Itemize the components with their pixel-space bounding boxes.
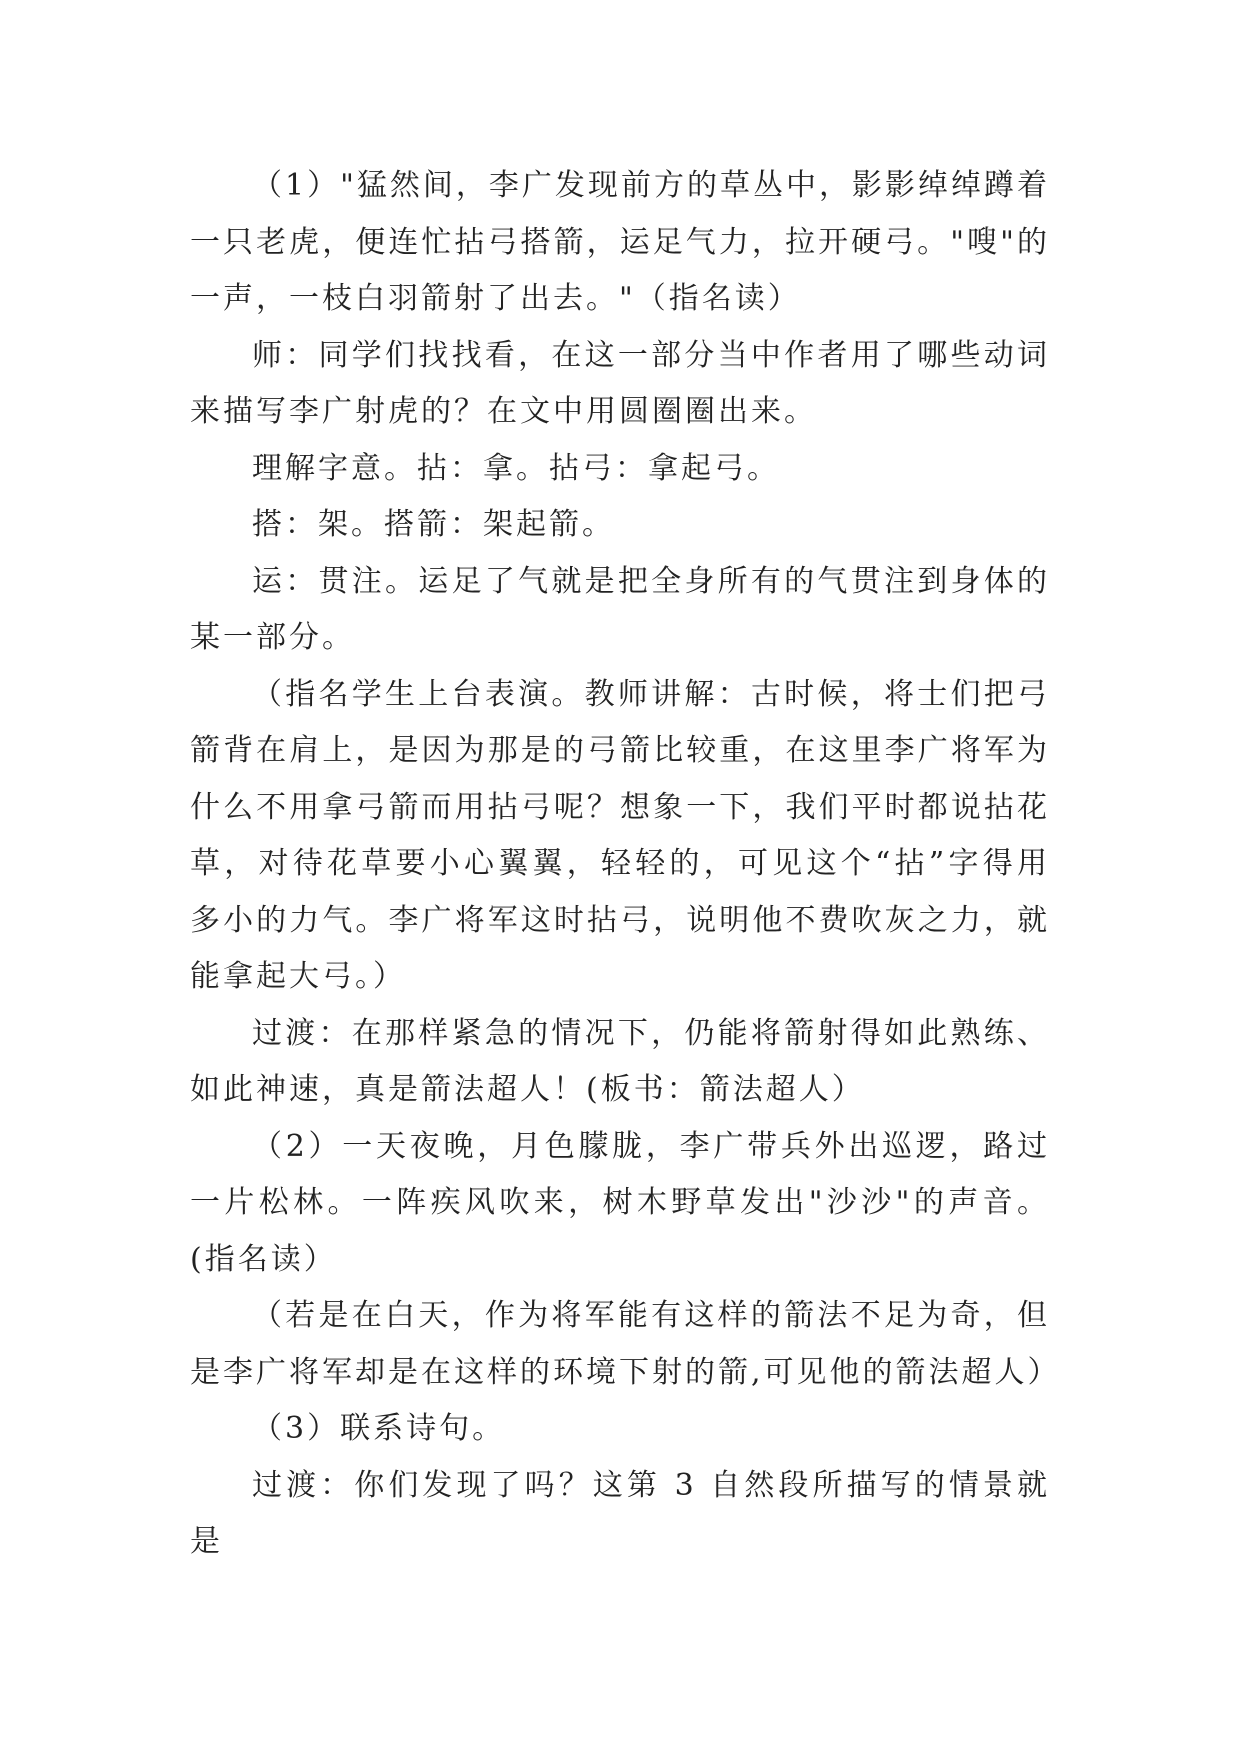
- paragraph-2: 师：同学们找找看，在这一部分当中作者用了哪些动词来描写李广射虎的？在文中用圆圈圈出来。: [190, 337, 1050, 429]
- paragraph-7: 过渡：在那样紧急的情况下，仍能将箭射得如此熟练、如此神速，真是箭法超人！(板书：箭法超人）: [190, 1015, 1050, 1107]
- document-body: [190, 158, 1061, 1571]
- paragraph-4: 搭：架。搭箭：架起箭。: [252, 507, 615, 542]
- paragraph-9: （若是在白天，作为将军能有这样的箭法不足为奇，但是李广将军却是在这样的环境下射的箭,可见他的箭法超人）: [190, 1298, 1061, 1390]
- paragraph-11: 过渡：你们发现了吗？这第 3 自然段所描写的情景就是: [190, 1467, 1050, 1559]
- paragraph-1: （1）"猛然间，李广发现前方的草丛中，影影绰绰蹲着一只老虎，便连忙拈弓搭箭，运足气力，拉开硬弓。"嗖"的一声，一枝白羽箭射了出去。"（指名读）: [190, 168, 1050, 316]
- paragraph-10: （3）联系诗句。: [252, 1411, 506, 1446]
- paragraph-3: 理解字意。拈：拿。拈弓：拿起弓。: [252, 450, 780, 486]
- paragraph-5: 运：贯注。运足了气就是把全身所有的气贯注到身体的某一部分。: [190, 563, 1050, 655]
- paragraph-6: （指名学生上台表演。教师讲解：古时候，将士们把弓箭背在肩上，是因为那是的弓箭比较重，在这里李广将军为什么不用拿弓箭而用拈弓呢？想象一下，我们平时都说拈花草，对待花草要小心翼翼，轻轻的，可见这个“拈”字得用多小的力气。李广将军这时拈弓，说明他不费吹灰之力，就能拿起大弓。）: [190, 676, 1050, 994]
- paragraph-8: （2）一天夜晚，月色朦胧，李广带兵外出巡逻，路过一片松林。一阵疾风吹来，树木野草发出"沙沙"的声音。(指名读）: [190, 1128, 1050, 1277]
